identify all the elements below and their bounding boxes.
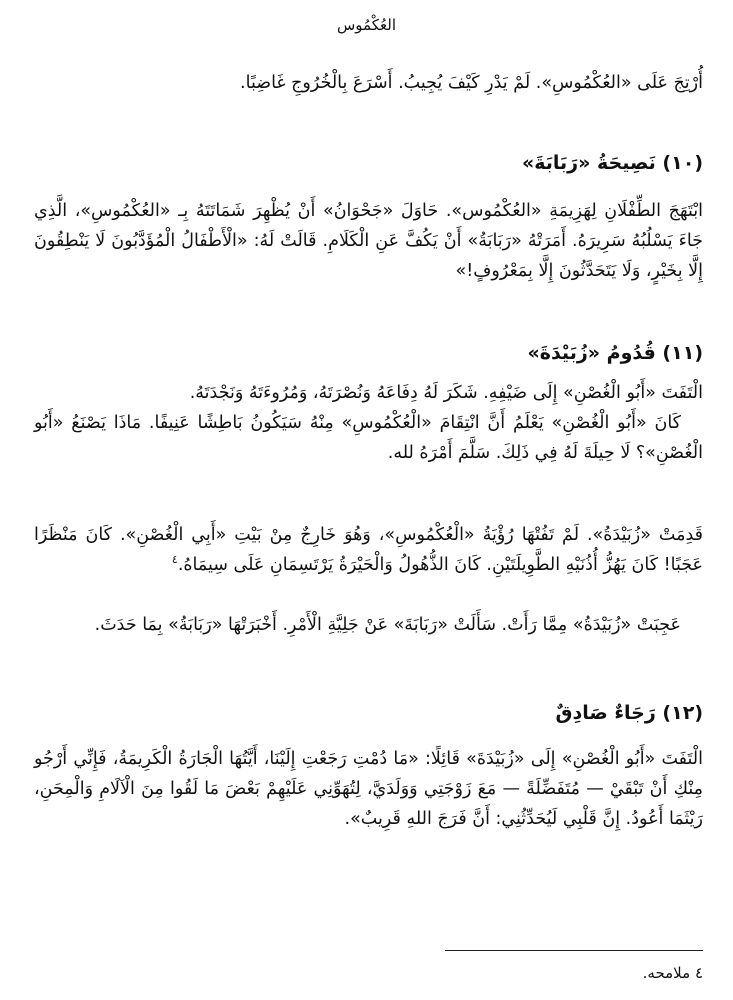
section-heading-11: (١١) قُدُومُ «زُبَيْدَةَ» <box>527 342 703 364</box>
section-11-paragraph-4: عَجِبَتْ «زُبَيْدَةُ» مِمَّا رَأَتْ. سَأَلَتْ «رَبَابَةَ» عَنْ جَلِيَّةِ الْأَمْرِ. أَخْبَرَتْهَا «رَبَابَةُ» بِمَا حَدَثَ. <box>94 615 681 635</box>
footnote-marker: ٤ <box>171 553 178 567</box>
footnote: ٤ ملامحه. <box>642 964 703 982</box>
running-header: العُكْمُوس <box>337 16 396 34</box>
section-11-paragraph-3-text: قَدِمَتْ «زُبَيْدَةُ». لَمْ تَفُتْهَا رُؤْيَةُ «الْعُكْمُوسِ»، وَهُوَ خَارِجٌ مِنْ بَيْتِ «أَبِي الْغُصْنِ». كَانَ مَنْظَرًا عَجَبًا! كَانَ يَهُزُّ أُذُنَيْهِ الطَّوِيلَتَيْنِ. كَانَ الذُّهُولُ وَالْحَيْرَةُ يَرْتَسِمَانِ عَلَى سِيمَاهُ. <box>34 525 703 575</box>
section-11-paragraph-3 <box>34 520 703 580</box>
section-heading-10: (١٠) نَصِيحَةُ «رَبَابَةَ» <box>521 152 703 174</box>
intro-paragraph: أُرْتِجَ عَلَى «العُكْمُوسِ». لَمْ يَدْرِ كَيْفَ يُجِيبُ. أَسْرَعَ بِالْخُرُوجِ غَاضِبًا. <box>240 73 703 93</box>
section-heading-12: (١٢) رَجَاءٌ صَادِقٌ <box>555 702 703 724</box>
section-11-paragraph-1: الْتَفَتَ «أَبُو الْغُصْنِ» إِلَى ضَيْفِهِ. شَكَرَ لَهُ دِفَاعَهُ وَنُصْرَتَهُ، وَمُرُوءَتَهُ وَنَجْدَتَهُ. <box>189 383 703 403</box>
section-12-paragraph: الْتَفَتَ «أَبُو الْغُصْنِ» إِلَى «زُبَيْدَةَ» قَائِلًا: «مَا دُمْتِ رَجَعْتِ إِلَيْنَا، أَيَّتُهَا الْجَارَةُ الْكَرِيمَةُ، فَإِنِّي أَرْجُو مِنْكِ أَنْ تَبْقَيْ — مُتَفَضِّلَةً — مَعَ زَوْجَتِي وَوَلَدَيَّ، لِتُهَوِّنِي عَلَيْهِمْ بَعْضَ مَا لَقُوا مِنَ الْآلَامِ وَالْمِحَنِ، رَيْثَمَا أَعُودُ. إِنَّ قَلْبِي لَيُحَدِّثُنِي: أَنَّ فَرَجَ اللهِ قَرِيبٌ». <box>34 749 703 829</box>
section-11-paragraph-2: كَانَ «أَبُو الْغُصْنِ» يَعْلَمُ أَنَّ انْتِقَامَ «الْعُكْمُوسِ» مِنْهُ سَيَكُونُ بَاطِشًا عَنِيفًا. مَاذَا يَصْنَعُ «أَبُو الْغُصْنِ»؟ لَا حِيلَةَ لَهُ فِي ذَلِكَ. سَلَّمَ أَمْرَهُ لله. <box>34 413 703 463</box>
section-10-paragraph: ابْتَهَجَ الطِّفْلَانِ لِهَزِيمَةِ «العُكْمُوس». حَاوَلَ «جَحْوَانُ» أَنْ يُظْهِرَ شَمَاتَتَهُ بِـ «العُكْمُوسِ»، الَّذِي جَاءَ يَسْلُبُهُ سَرِيرَهُ. أَمَرَتْهُ «رَبَابَةُ» أَنْ يَكُفَّ عَنِ الْكَلَامِ. قَالَتْ لَهُ: «الْأَطْفَالُ الْمُؤَدَّبُونَ لَا يَنْطِقُونَ إِلَّا بِخَيْرٍ، وَلَا يَتَحَدَّثُونَ إِلَّا بِمَعْرُوفٍ!» <box>34 201 703 281</box>
footnote-divider <box>445 950 703 951</box>
